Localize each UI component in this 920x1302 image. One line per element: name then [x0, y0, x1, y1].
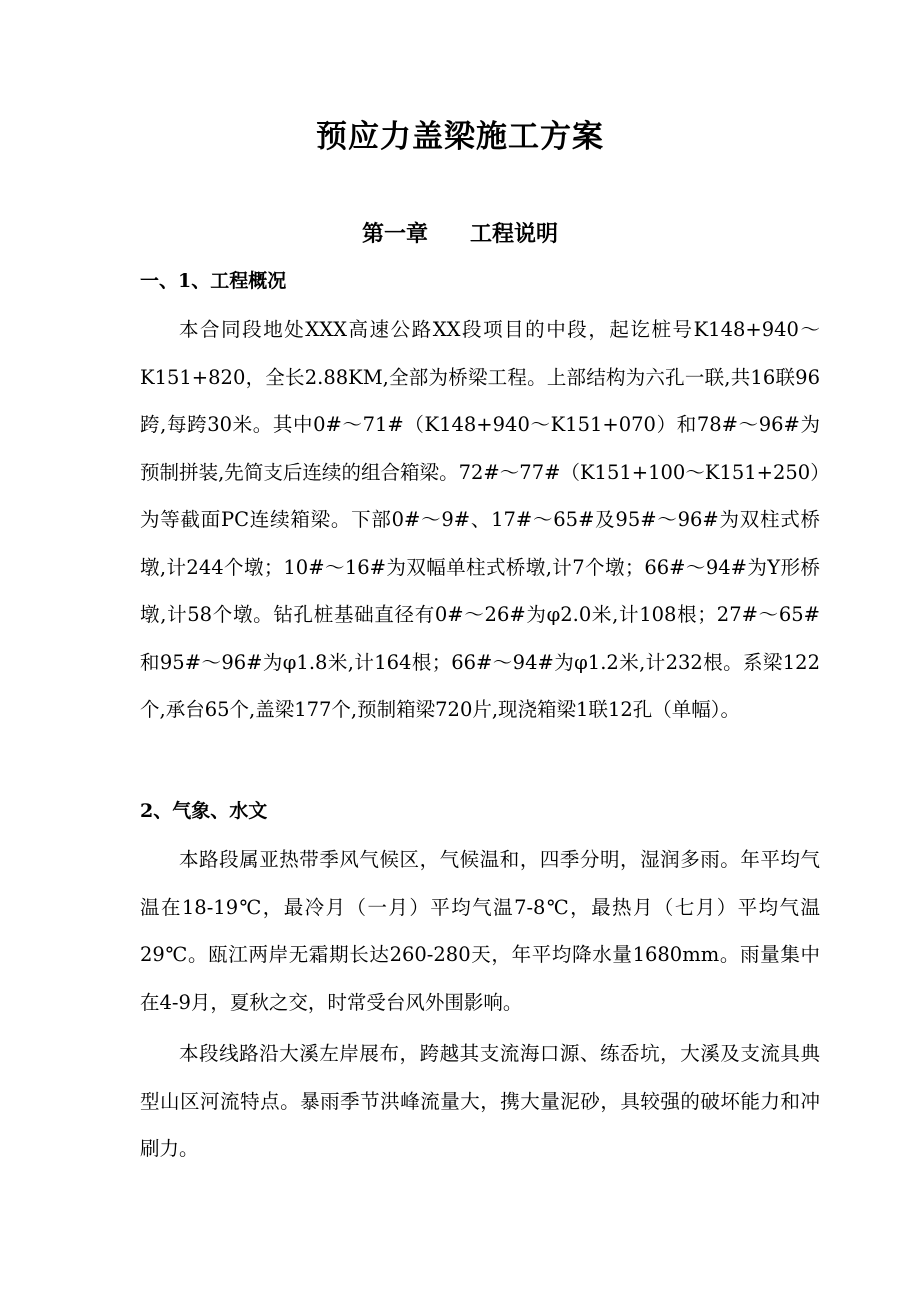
- paragraph-climate: 本路段属亚热带季风气候区，气候温和，四季分明，湿润多雨。年平均气温在18-19℃，最冷月（一月）平均气温7-8℃，最热月（七月）平均气温29℃。瓯江两岸无霜期长达260-280天，年平均降水量1680mm。雨量集中在4-9月，夏秋之交，时常受台风外围影响。: [140, 848, 820, 1014]
- chapter-number: 第一章: [361, 221, 428, 247]
- paragraph-project-overview: 本合同段地处XXX高速公路XX段项目的中段，起讫桩号K148+940～K151+820，全长2.88KM,全部为桥梁工程。上部结构为六孔一联,共16联96跨,每跨30米。其中0#～71#（K148+940～K151+070）和78#～96#为预制拼装,先简支后连续的组合箱梁。72#～77#（K151+100～K151+250）为等截面PC连续箱梁。下部0#～9#、17#～65#及95#～96#为双柱式桥墩,计244个墩；10#～16#为双幅单柱式桥墩,计7个墩；66#～94#为Y形桥墩,计58个墩。钻孔桩基础直径有0#～26#为φ2.0米,计108根；27#～65#和95#～96#为φ1.8米,计164根；66#～94#为φ1.2米,计232根。系梁122个,承台65个,盖梁177个,预制箱梁720片,现浇箱梁1联12孔（单幅）。: [140, 318, 820, 721]
- paragraph-hydrology: 本段线路沿大溪左岸展布，跨越其支流海口源、练岙坑，大溪及支流具典型山区河流特点。暴雨季节洪峰流量大，携大量泥砂，具较强的破坏能力和冲刷力。: [140, 1042, 820, 1160]
- section-heading-climate-hydrology: 2、气象、水文: [140, 800, 268, 822]
- chapter-title: 工程说明: [470, 221, 559, 247]
- document-title: 预应力盖梁施工方案: [316, 119, 604, 155]
- section-heading-overview: 一、1、工程概况: [140, 270, 287, 292]
- chapter-heading: [0, 212, 920, 256]
